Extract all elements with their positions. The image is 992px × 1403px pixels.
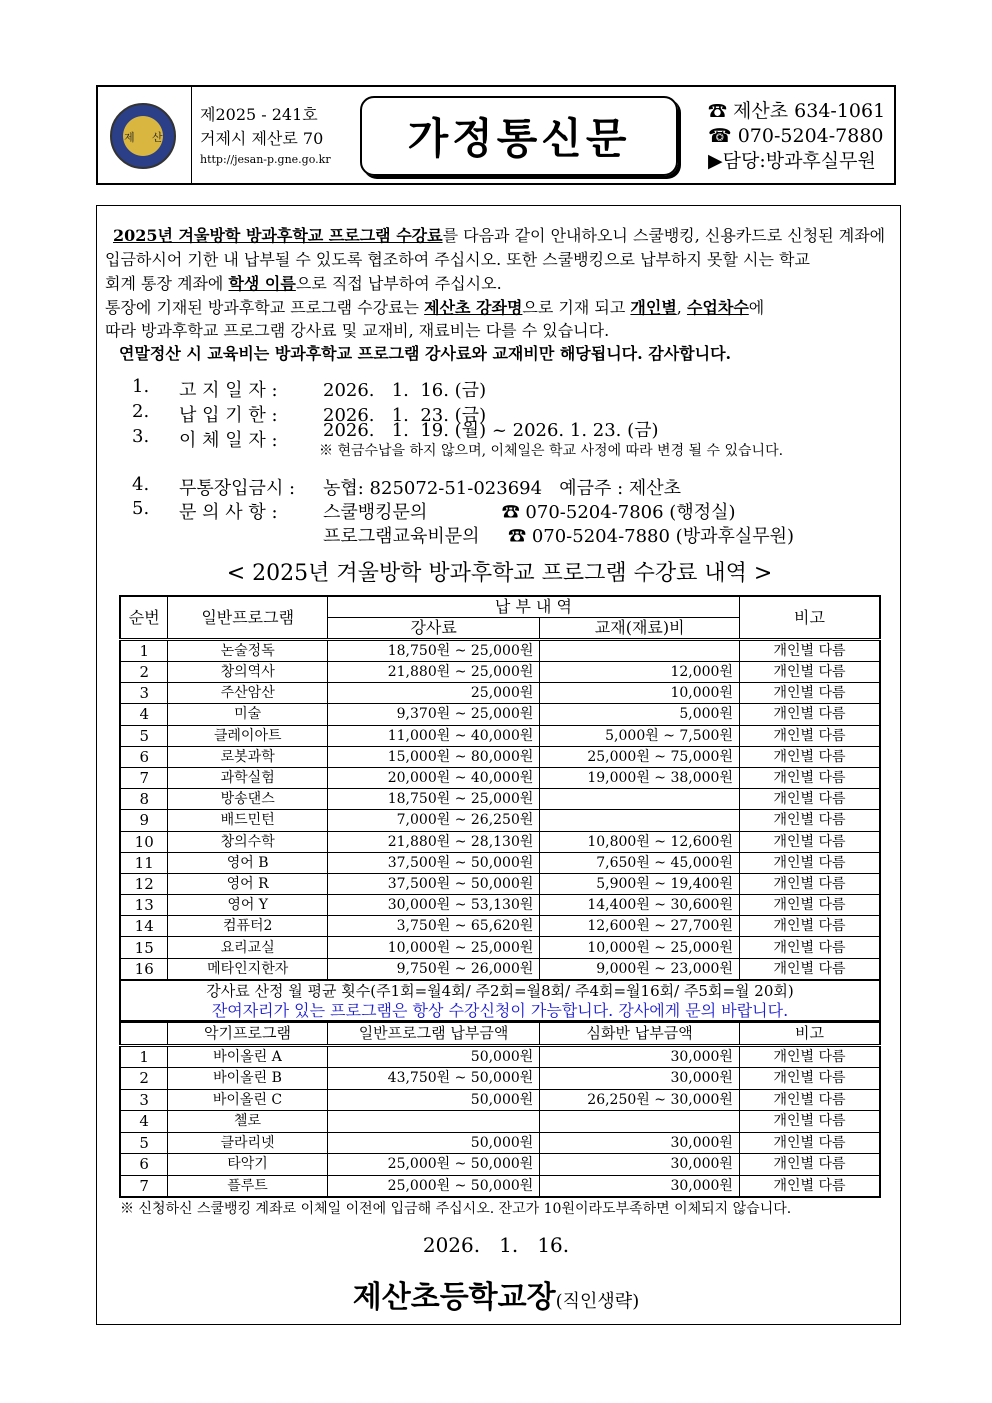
fee-cell: 21,880원 ~ 28,130원 (327, 831, 539, 852)
office-phone: ☎ 070-5204-7880 (708, 125, 884, 147)
note-cell: 개인별 다름 (739, 852, 880, 873)
table-row (120, 767, 880, 788)
table-row (120, 662, 880, 683)
header-no: 순번 (120, 596, 168, 640)
fee-cell: 20,000원 ~ 40,000원 (327, 767, 539, 788)
note-cell: 개인별 다름 (739, 1154, 880, 1176)
row-number: 1 (120, 1046, 168, 1068)
table-row (120, 1089, 880, 1111)
note-cell: 개인별 다름 (739, 810, 880, 831)
note-cell: 개인별 다름 (739, 1132, 880, 1154)
table-row (120, 640, 880, 662)
header-fee: 강사료 (327, 618, 539, 640)
table-row (120, 831, 880, 852)
row-number: 2 (120, 662, 168, 683)
school-logo (98, 87, 192, 183)
contact-person: ▶담당:방과후실무원 (708, 150, 876, 172)
row-number: 5 (120, 725, 168, 746)
note-cell: 개인별 다름 (739, 1068, 880, 1090)
table-row (120, 1068, 880, 1090)
material-cell: 30,000원 (540, 1068, 740, 1090)
intro-line-3: 회계 통장 계좌에 학생 이름으로 직접 납부하여 주십시오. (105, 274, 502, 293)
note-cell: 개인별 다름 (739, 958, 880, 980)
table-row (120, 789, 880, 810)
list-value: 2026. 1. 19. (월) ~ 2026. 1. 23. (금) (323, 420, 659, 441)
row-number: 15 (120, 937, 168, 958)
school-phone: ☎ 제산초 634-1061 (708, 100, 886, 122)
table-row (120, 683, 880, 704)
list-number: 5. (132, 498, 150, 519)
program-name: 영어 R (168, 873, 327, 894)
fee-cell: 18,750원 ~ 25,000원 (327, 789, 539, 810)
header-note: 비고 (739, 596, 880, 640)
list-label: 문 의 사 항 : (179, 502, 278, 523)
list-value-2: 프로그램교육비문의 ☎ 070-5204-7880 (방과후실무원) (323, 526, 795, 547)
program-name: 창의역사 (168, 662, 327, 683)
fee-cell: 3,750원 ~ 65,620원 (327, 916, 539, 937)
material-cell: 9,000원 ~ 23,000원 (540, 958, 740, 980)
list-label: 납 입 기 한 : (179, 405, 278, 426)
program-name: 논술정독 (168, 640, 327, 662)
note-cell: 개인별 다름 (739, 916, 880, 937)
note-cell: 개인별 다름 (739, 789, 880, 810)
signature (0, 1272, 992, 1316)
table-row (120, 1132, 880, 1154)
material-cell: 30,000원 (540, 1154, 740, 1176)
note-cell: 개인별 다름 (739, 704, 880, 725)
material-cell: 10,000원 (540, 683, 740, 704)
intro-line-5: 따라 방과후학교 프로그램 강사료 및 교재비, 재료비는 다를 수 있습니다. (105, 321, 610, 340)
table-row (120, 810, 880, 831)
program-name: 타악기 (168, 1154, 327, 1176)
row-number: 7 (120, 1175, 168, 1197)
contact-info (708, 99, 885, 174)
row-number: 4 (120, 704, 168, 725)
school-seal-icon: 제 산 (110, 103, 176, 169)
header-material: 교재(재료)비 (540, 618, 740, 640)
note-cell: 개인별 다름 (739, 873, 880, 894)
fee-cell: 25,000원 ~ 50,000원 (327, 1175, 540, 1197)
row-number: 1 (120, 640, 168, 662)
program-name: 주산암산 (168, 683, 327, 704)
fee-cell: 50,000원 (327, 1132, 540, 1154)
table-row (120, 873, 880, 894)
material-cell: 5,000원 (540, 704, 740, 725)
list-number: 3. (132, 426, 150, 447)
fee-cell: 25,000원 (327, 683, 539, 704)
program-name: 메타인지한자 (168, 958, 327, 980)
program-name: 요리교실 (168, 937, 327, 958)
list-number: 1. (132, 376, 150, 397)
table-row (120, 1175, 880, 1197)
program-name: 클레이아트 (168, 725, 327, 746)
fee-cell: 10,000원 ~ 25,000원 (327, 937, 539, 958)
row-number: 13 (120, 895, 168, 916)
table-row (120, 852, 880, 873)
lecture-count-notice: 강사료 산정 월 평균 횟수(주1회=월4회/ 주2회=월8회/ 주4회=월16회/ 주5회=월 20회) (206, 981, 794, 1000)
fee-cell: 30,000원 ~ 53,130원 (327, 895, 539, 916)
note-cell: 개인별 다름 (739, 662, 880, 683)
program-name: 바이올린 A (168, 1046, 327, 1068)
material-cell: 19,000원 ~ 38,000원 (540, 767, 740, 788)
program-name: 바이올린 B (168, 1068, 327, 1090)
table-row (120, 916, 880, 937)
program-name: 배드민턴 (168, 810, 327, 831)
note-cell: 개인별 다름 (739, 725, 880, 746)
header-program: 악기프로그램 (168, 1021, 327, 1046)
note-cell: 개인별 다름 (739, 937, 880, 958)
list-value: 2026. 1. 23. (금) (323, 405, 487, 426)
table-row (120, 704, 880, 725)
fee-cell: 18,750원 ~ 25,000원 (327, 640, 539, 662)
row-number: 7 (120, 767, 168, 788)
intro-line-6: 연말정산 시 교육비는 방과후학교 프로그램 강사료와 교재비만 해당됩니다. 감사합니다. (119, 344, 732, 363)
list-label: 고 지 일 자 : (179, 380, 278, 401)
program-name: 첼로 (168, 1111, 327, 1133)
fee-cell: 25,000원 ~ 50,000원 (327, 1154, 540, 1176)
list-number: 2. (132, 401, 150, 422)
material-cell: 25,000원 ~ 75,000원 (540, 746, 740, 767)
row-number: 10 (120, 831, 168, 852)
header-general-fee: 일반프로그램 납부금액 (327, 1021, 540, 1046)
note-cell: 개인별 다름 (739, 746, 880, 767)
material-cell: 26,250원 ~ 30,000원 (540, 1089, 740, 1111)
fee-cell: 11,000원 ~ 40,000원 (327, 725, 539, 746)
row-number: 4 (120, 1111, 168, 1133)
header-advanced-fee: 심화반 납부금액 (540, 1021, 740, 1046)
table-row (120, 746, 880, 767)
fee-cell: 50,000원 (327, 1046, 540, 1068)
list-value: 스쿨뱅킹문의 ☎ 070-5204-7806 (행정실) (323, 502, 736, 523)
row-number: 9 (120, 810, 168, 831)
material-cell (540, 810, 740, 831)
table-row (120, 1046, 880, 1068)
intro-line-1: 2025년 겨울방학 방과후학교 프로그램 수강료를 다음과 같이 안내하오니 스쿨뱅킹, 신용카드로 신청된 계좌에 (113, 226, 886, 245)
table-row (120, 1111, 880, 1133)
table-row (120, 725, 880, 746)
fee-cell (327, 1111, 540, 1133)
row-number: 8 (120, 789, 168, 810)
row-number: 6 (120, 1154, 168, 1176)
fee-cell: 21,880원 ~ 25,000원 (327, 662, 539, 683)
notice-cell (120, 980, 880, 1022)
table-row (120, 895, 880, 916)
row-number: 3 (120, 683, 168, 704)
note-cell: 개인별 다름 (739, 1046, 880, 1068)
material-cell (540, 789, 740, 810)
fee-table-general (119, 595, 881, 1023)
enrollment-notice: 잔여자리가 있는 프로그램은 항상 수강신청이 가능합니다. 강사에게 문의 바랍니다. (211, 1000, 789, 1020)
table-title: < 2025년 겨울방학 방과후학교 프로그램 수강료 내역 > (226, 561, 773, 586)
list-value: 2026. 1. 16. (금) (323, 380, 487, 401)
program-name: 방송댄스 (168, 789, 327, 810)
fee-cell: 7,000원 ~ 26,250원 (327, 810, 539, 831)
fee-cell: 37,500원 ~ 50,000원 (327, 852, 539, 873)
table-row (120, 1154, 880, 1176)
list-number: 4. (132, 474, 150, 495)
row-number: 5 (120, 1132, 168, 1154)
header-program: 일반프로그램 (168, 596, 327, 640)
note-cell: 개인별 다름 (739, 683, 880, 704)
note-cell: 개인별 다름 (739, 831, 880, 852)
table-row (120, 958, 880, 980)
header-no (120, 1021, 168, 1046)
issue-date: 2026. 1. 16. (422, 1233, 570, 1257)
material-cell (540, 640, 740, 662)
material-cell (540, 1111, 740, 1133)
note-cell: 개인별 다름 (739, 640, 880, 662)
fee-cell: 43,750원 ~ 50,000원 (327, 1068, 540, 1090)
row-number: 3 (120, 1089, 168, 1111)
note-cell: 개인별 다름 (739, 895, 880, 916)
program-name: 클라리넷 (168, 1132, 327, 1154)
note-cell: 개인별 다름 (739, 1089, 880, 1111)
school-url[interactable]: http://jesan-p.gne.go.kr (200, 153, 331, 166)
header-payment: 납 부 내 역 (327, 596, 739, 618)
table-row (120, 937, 880, 958)
header-note: 비고 (739, 1021, 880, 1046)
material-cell: 5,000원 ~ 7,500원 (540, 725, 740, 746)
header-box (96, 85, 896, 185)
row-number: 14 (120, 916, 168, 937)
row-number: 6 (120, 746, 168, 767)
footnote: ※ 신청하신 스쿨뱅킹 계좌로 이체일 이전에 입금해 주십시오. 잔고가 10원이라도부족하면 이체되지 않습니다. (120, 1201, 792, 1217)
list-note: ※ 현금수납을 하지 않으며, 이체일은 학교 사정에 따라 변경 될 수 있습니다. (319, 443, 784, 459)
principal-title: 제산초등학교장 (352, 1280, 556, 1315)
material-cell: 5,900원 ~ 19,400원 (540, 873, 740, 894)
program-name: 미술 (168, 704, 327, 725)
note-cell: 개인별 다름 (739, 1111, 880, 1133)
school-address: 거제시 제산로 70 (200, 129, 324, 148)
material-cell: 12,000원 (540, 662, 740, 683)
program-name: 과학실험 (168, 767, 327, 788)
list-label: 이 체 일 자 : (179, 430, 278, 451)
fee-cell: 50,000원 (327, 1089, 540, 1111)
program-name: 플루트 (168, 1175, 327, 1197)
document-title: 가정통신문 (360, 96, 678, 176)
seal-omitted: (직인생략) (555, 1291, 640, 1312)
program-name: 창의수학 (168, 831, 327, 852)
material-cell: 30,000원 (540, 1132, 740, 1154)
program-name: 로봇과학 (168, 746, 327, 767)
material-cell: 30,000원 (540, 1046, 740, 1068)
material-cell: 30,000원 (540, 1175, 740, 1197)
fee-cell: 37,500원 ~ 50,000원 (327, 873, 539, 894)
fee-cell: 15,000원 ~ 80,000원 (327, 746, 539, 767)
row-number: 2 (120, 1068, 168, 1090)
material-cell: 10,800원 ~ 12,600원 (540, 831, 740, 852)
material-cell: 12,600원 ~ 27,700원 (540, 916, 740, 937)
program-name: 바이올린 C (168, 1089, 327, 1111)
note-cell: 개인별 다름 (739, 1175, 880, 1197)
row-number: 12 (120, 873, 168, 894)
material-cell: 10,000원 ~ 25,000원 (540, 937, 740, 958)
row-number: 11 (120, 852, 168, 873)
material-cell: 14,400원 ~ 30,600원 (540, 895, 740, 916)
issue-number: 제2025 - 241호 (200, 105, 318, 124)
program-name: 영어 B (168, 852, 327, 873)
program-name: 영어 Y (168, 895, 327, 916)
list-label: 무통장입금시 : (179, 478, 296, 499)
material-cell: 7,650원 ~ 45,000원 (540, 852, 740, 873)
intro-line-4: 통장에 기재된 방과후학교 프로그램 수강료는 제산초 강좌명으로 기재 되고 개인별, 수업차수에 (105, 298, 765, 317)
note-cell: 개인별 다름 (739, 767, 880, 788)
fee-cell: 9,750원 ~ 26,000원 (327, 958, 539, 980)
program-name: 컴퓨터2 (168, 916, 327, 937)
fee-table-instrument (119, 1020, 881, 1198)
list-value: 농협: 825072-51-023694 예금주 : 제산초 (323, 478, 682, 499)
row-number: 16 (120, 958, 168, 980)
issue-info (200, 103, 331, 169)
fee-cell: 9,370원 ~ 25,000원 (327, 704, 539, 725)
intro-line-2: 입금하시어 기한 내 납부될 수 있도록 협조하여 주십시오. 또한 스쿨뱅킹으로 납부하지 못할 시는 학교 (105, 250, 810, 269)
